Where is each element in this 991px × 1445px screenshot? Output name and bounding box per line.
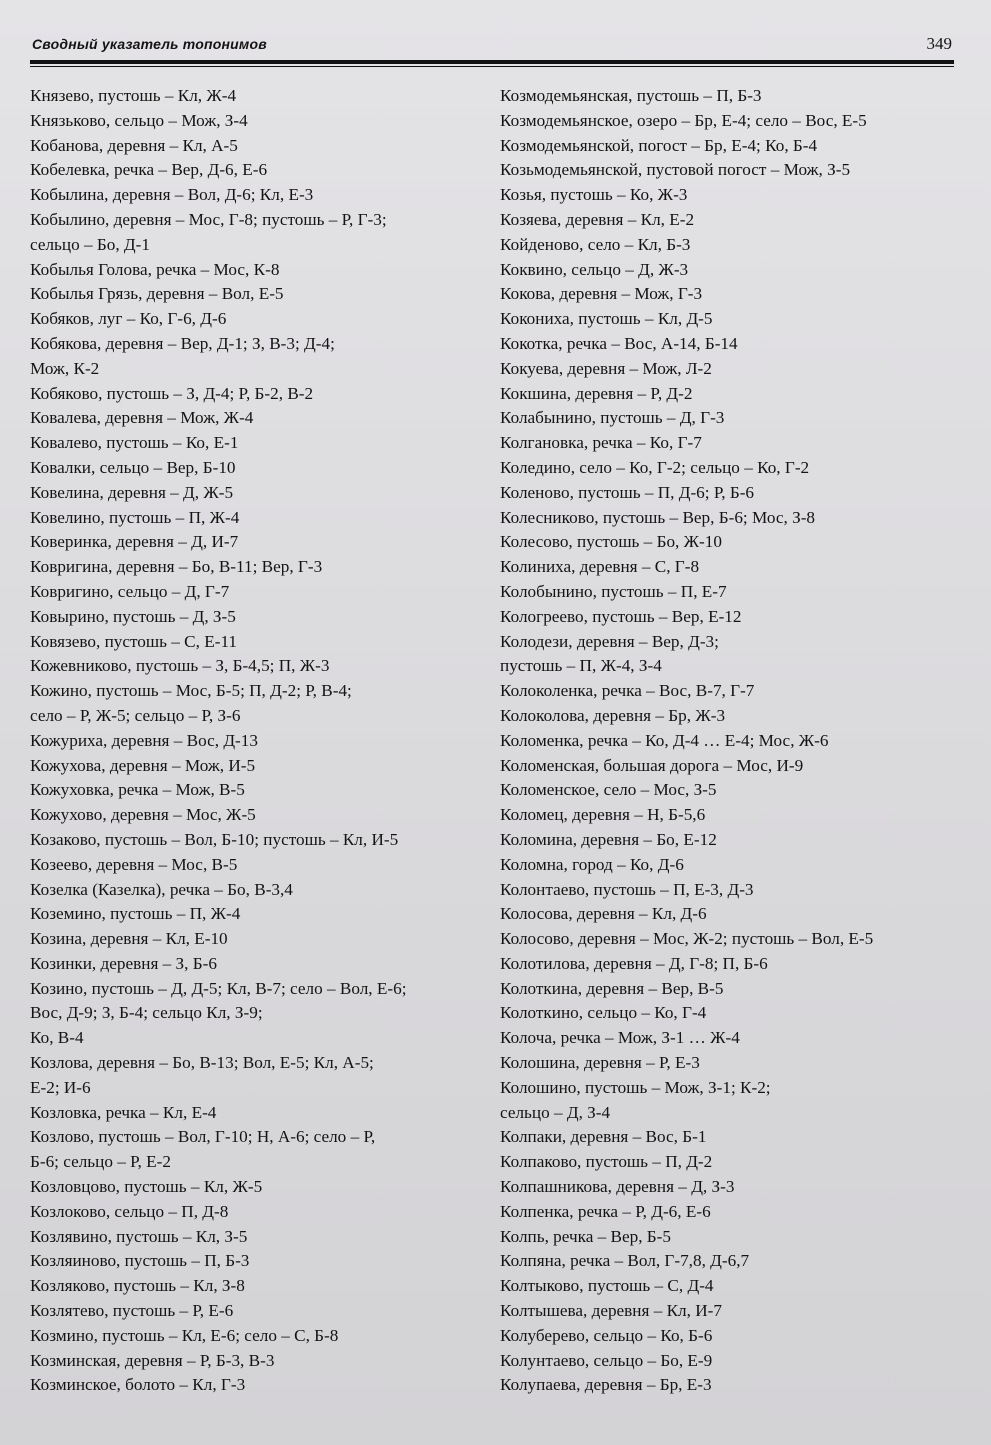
index-entry: Ковязево, пустошь – С, Е-11 — [30, 631, 237, 651]
index-entry: Колтыково, пустошь – С, Д-4 — [500, 1276, 714, 1296]
index-entry: сельцо – Д, З-4 — [500, 1102, 611, 1122]
index-entry: Козловцово, пустошь – Кл, Ж-5 — [30, 1177, 263, 1197]
index-entry: Ковригино, сельцо – Д, Г-7 — [30, 581, 230, 601]
index-entry: Князьково, сельцо – Мож, З-4 — [30, 110, 248, 130]
index-entry: Козминская, деревня – Р, Б-3, В-3 — [30, 1350, 275, 1370]
index-entry: Б-6; сельцо – Р, Е-2 — [30, 1152, 171, 1172]
index-entry: Козмодемьянская, пустошь – П, Б-3 — [500, 86, 762, 105]
index-entry: Коверинка, деревня – Д, И-7 — [30, 532, 239, 552]
index-entry: Колоча, речка – Мож, З-1 … Ж-4 — [500, 1028, 740, 1048]
index-entry: Колгановка, речка – Ко, Г-7 — [500, 433, 702, 453]
index-entry: Ковелина, деревня – Д, Ж-5 — [30, 482, 234, 502]
index-entry: Колоткино, сельцо – Ко, Г-4 — [500, 1003, 707, 1023]
index-entry: Коземино, пустошь – П, Ж-4 — [30, 904, 241, 924]
index-entry: Ковелино, пустошь – П, Ж-4 — [30, 507, 240, 527]
index-entry: Кокониха, пустошь – Кл, Д-5 — [500, 309, 713, 329]
index-entry: Кокшина, деревня – Р, Д-2 — [500, 383, 693, 403]
index-entry: Кожухово, деревня – Мос, Ж-5 — [30, 805, 256, 825]
index-entry: Колпяна, речка – Вол, Г-7,8, Д-6,7 — [500, 1251, 750, 1271]
index-entry: Кокова, деревня – Мож, Г-3 — [500, 284, 703, 304]
index-entry: Кожухова, деревня – Мож, И-5 — [30, 755, 256, 775]
index-entry: Колпаково, пустошь – П, Д-2 — [500, 1152, 713, 1172]
index-entry: Козяева, деревня – Кл, Е-2 — [500, 209, 695, 229]
index-entry: Колуберево, сельцо – Ко, Б-6 — [500, 1325, 713, 1345]
header-rule-thick — [30, 60, 954, 64]
index-entry: Коленово, пустошь – П, Д-6; Р, Б-6 — [500, 482, 755, 502]
index-entry: Козья, пустошь – Ко, Ж-3 — [500, 185, 688, 205]
index-entry: Ковалева, деревня – Мож, Ж-4 — [30, 408, 254, 428]
index-entry: Кобылина, деревня – Вол, Д-6; Кл, Е-3 — [30, 185, 314, 205]
index-entry: Кобяково, пустошь – З, Д-4; Р, Б-2, В-2 — [30, 383, 314, 403]
index-entry: Колосово, деревня – Мос, Ж-2; пустошь – Вол, Е-5 — [500, 929, 874, 949]
index-entry: Колодези, деревня – Вер, Д-3; — [500, 631, 719, 651]
index-entry: Вос, Д-9; З, Б-4; сельцо Кл, З-9; — [30, 1003, 263, 1023]
index-entry: Козаково, пустошь – Вол, Б-10; пустошь – Кл, И-5 — [30, 829, 399, 849]
page-number: 349 — [926, 34, 952, 53]
index-entry: Колоколенка, речка – Вос, В-7, Г-7 — [500, 681, 755, 701]
index-entry: Кологреево, пустошь – Вер, Е-12 — [500, 606, 742, 626]
index-entry: Колошина, деревня – Р, Е-3 — [500, 1053, 700, 1073]
index-entry: Кожуховка, речка – Мож, В-5 — [30, 780, 245, 800]
index-entry: Кокотка, речка – Вос, А-14, Б-14 — [500, 333, 738, 353]
index-entry: Колесово, пустошь – Бо, Ж-10 — [500, 532, 722, 552]
index-entry: Колпаки, деревня – Вос, Б-1 — [500, 1127, 707, 1147]
index-entry: Колоткина, деревня – Вер, В-5 — [500, 978, 724, 998]
index-entry: Колтышева, деревня – Кл, И-7 — [500, 1301, 722, 1321]
index-entry: Кокуева, деревня – Мож, Л-2 — [500, 358, 712, 378]
index-entry: Козьмодемьянской, пустовой погост – Мож, З-5 — [500, 160, 851, 180]
index-entry: Кобелевка, речка – Вер, Д-6, Е-6 — [30, 160, 268, 180]
index-entry: Козловка, речка – Кл, Е-4 — [30, 1102, 217, 1122]
index-entry: Колонтаево, пустошь – П, Е-3, Д-3 — [500, 879, 754, 899]
index-entry: Коломенская, большая дорога – Мос, И-9 — [500, 755, 804, 775]
index-entry: Козмодемьянское, озеро – Бр, Е-4; село – Вос, Е-5 — [500, 110, 867, 130]
header-rule-thin — [30, 66, 954, 67]
index-entry: Коломна, город – Ко, Д-6 — [500, 854, 684, 874]
index-entry: Ковалки, сельцо – Вер, Б-10 — [30, 457, 236, 477]
index-entry: Кожевниково, пустошь – З, Б-4,5; П, Ж-3 — [30, 656, 330, 676]
index-entry: Коломец, деревня – Н, Б-5,6 — [500, 805, 706, 825]
running-title: Сводный указатель топонимов — [32, 36, 267, 52]
index-entry: сельцо – Бо, Д-1 — [30, 234, 150, 254]
index-entry: Кобяков, луг – Ко, Г-6, Д-6 — [30, 309, 227, 329]
index-entry: Коледино, село – Ко, Г-2; сельцо – Ко, Г-2 — [500, 457, 810, 477]
index-entry: Козеево, деревня – Мос, В-5 — [30, 854, 238, 874]
index-entry: Козлоково, сельцо – П, Д-8 — [30, 1201, 229, 1221]
index-entry: Козлятево, пустошь – Р, Е-6 — [30, 1301, 234, 1321]
index-entry: Мож, К-2 — [30, 358, 100, 378]
index-entry: Козляково, пустошь – Кл, З-8 — [30, 1276, 245, 1296]
index-column-left — [30, 84, 500, 1398]
index-entry: Коломенка, речка – Ко, Д-4 … Е-4; Мос, Ж-6 — [500, 730, 829, 750]
index-entry: Колошино, пустошь – Мож, З-1; К-2; — [500, 1077, 771, 1097]
index-entry: Е-2; И-6 — [30, 1077, 91, 1097]
index-entry: Колупаева, деревня – Бр, Е-3 — [500, 1375, 712, 1395]
running-head — [32, 34, 952, 56]
index-entry: Ковригина, деревня – Бо, В-11; Вер, Г-3 — [30, 557, 323, 577]
index-entry: Коквино, сельцо – Д, Ж-3 — [500, 259, 689, 279]
index-entry: Койденово, село – Кл, Б-3 — [500, 234, 691, 254]
index-entry: Колобынино, пустошь – П, Е-7 — [500, 581, 727, 601]
index-entry: Колунтаево, сельцо – Бо, Е-9 — [500, 1350, 713, 1370]
index-entry: Кобякова, деревня – Вер, Д-1; З, В-3; Д-4; — [30, 333, 335, 353]
index-entry: Колоколова, деревня – Бр, Ж-3 — [500, 705, 726, 725]
index-entry: Колпашникова, деревня – Д, З-3 — [500, 1177, 735, 1197]
index-entry: Колосова, деревня – Кл, Д-6 — [500, 904, 707, 924]
index-entry: Ковырино, пустошь – Д, З-5 — [30, 606, 236, 626]
index-entry: пустошь – П, Ж-4, З-4 — [500, 656, 662, 676]
index-entry: Козлявино, пустошь – Кл, З-5 — [30, 1226, 248, 1246]
index-entry: Кобылино, деревня – Мос, Г-8; пустошь – Р, Г-3; — [30, 209, 387, 229]
index-entry: Кобылья Голова, речка – Мос, К-8 — [30, 259, 280, 279]
index-entry: Кобанова, деревня – Кл, А-5 — [30, 135, 238, 155]
index-entry: Ковалево, пустошь – Ко, Е-1 — [30, 433, 239, 453]
index-entry: Колпенка, речка – Р, Д-6, Е-6 — [500, 1201, 711, 1221]
index-entry: Козмино, пустошь – Кл, Е-6; село – С, Б-8 — [30, 1325, 339, 1345]
index-entry: Колотилова, деревня – Д, Г-8; П, Б-6 — [500, 953, 768, 973]
index-entry: Козелка (Казелка), речка – Бо, В-3,4 — [30, 879, 293, 899]
index-entry: Ко, В-4 — [30, 1028, 84, 1048]
index-entry: Козмодемьянской, погост – Бр, Е-4; Ко, Б-4 — [500, 135, 818, 155]
index-entry: Козлова, деревня – Бо, В-13; Вол, Е-5; Кл, А-5; — [30, 1053, 374, 1073]
index-entry: Кожуриха, деревня – Вос, Д-13 — [30, 730, 258, 750]
index-entry: Козлово, пустошь – Вол, Г-10; Н, А-6; село – Р, — [30, 1127, 376, 1147]
index-entry: Кожино, пустошь – Мос, Б-5; П, Д-2; Р, В-4; — [30, 681, 352, 701]
index-entry: Козляиново, пустошь – П, Б-3 — [30, 1251, 250, 1271]
index-entry: Колпь, речка – Вер, Б-5 — [500, 1226, 671, 1246]
index-column-right — [500, 84, 970, 1398]
index-entry: Коломенское, село – Мос, З-5 — [500, 780, 717, 800]
index-entry: Кобылья Грязь, деревня – Вол, Е-5 — [30, 284, 284, 304]
index-entry: Коломина, деревня – Бо, Е-12 — [500, 829, 717, 849]
index-entry: Козина, деревня – Кл, Е-10 — [30, 929, 228, 949]
index-entry: Колабынино, пустошь – Д, Г-3 — [500, 408, 725, 428]
index-entry: Князево, пустошь – Кл, Ж-4 — [30, 86, 237, 105]
index-entry: Козино, пустошь – Д, Д-5; Кл, В-7; село – Вол, Е-6; — [30, 978, 407, 998]
index-entry: село – Р, Ж-5; сельцо – Р, З-6 — [30, 705, 241, 725]
index-entry: Козинки, деревня – З, Б-6 — [30, 953, 217, 973]
index-entry: Колесниково, пустошь – Вер, Б-6; Мос, З-8 — [500, 507, 816, 527]
index-entry: Колиниха, деревня – С, Г-8 — [500, 557, 700, 577]
index-entry: Козминское, болото – Кл, Г-3 — [30, 1375, 246, 1395]
